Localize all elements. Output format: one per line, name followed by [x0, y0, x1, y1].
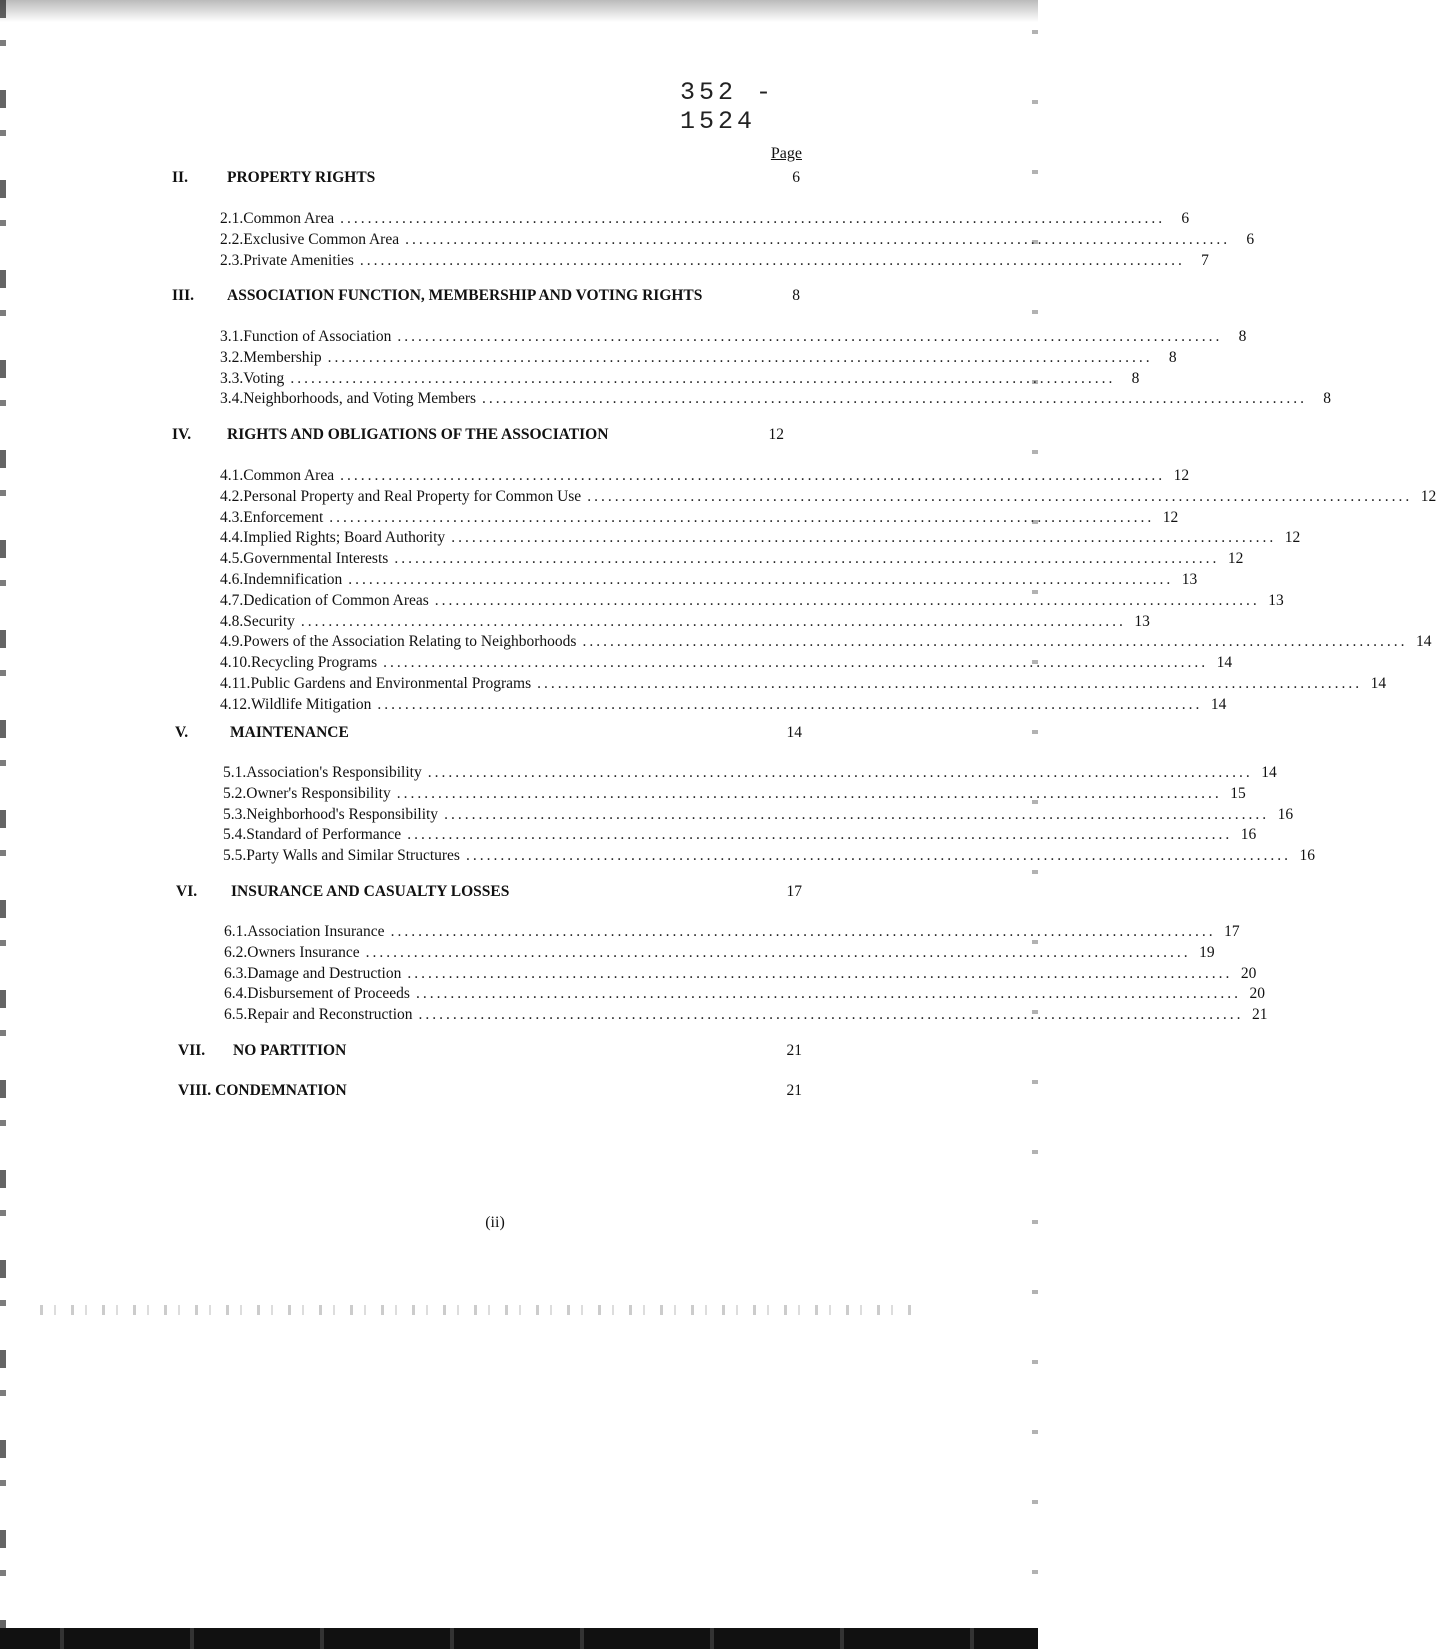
toc-dot-leader: ........................................................................................................................: [377, 695, 1203, 713]
toc-section-title: ASSOCIATION FUNCTION, MEMBERSHIP AND VOTING RIGHTS: [227, 287, 703, 304]
toc-item-page: 12: [1420, 487, 1436, 505]
toc-item-number: 2.1.: [220, 210, 244, 227]
toc-dot-leader: ........................................................................................................................: [415, 985, 1241, 1003]
toc-item-title: Owner's Responsibility: [246, 784, 391, 802]
toc-item-number: 4.7.: [220, 591, 244, 609]
toc-item-number: 4.11.: [220, 675, 251, 692]
toc-item-row: [224, 1005, 1268, 1025]
toc-item-page: 8: [1131, 369, 1140, 387]
toc-dot-leader: ........................................................................................................................: [582, 633, 1408, 651]
toc-item-page: 8: [1168, 348, 1177, 366]
toc-dot-leader: ........................................................................................................................: [407, 826, 1233, 844]
toc-item-row: [220, 632, 1432, 652]
toc-item-title: Enforcement: [243, 508, 324, 526]
toc-item-page: 6: [1246, 230, 1255, 248]
toc-item-number: 4.6.: [220, 571, 244, 588]
toc-section-page: 21: [786, 1082, 802, 1099]
toc-item-page: 12: [1173, 467, 1190, 484]
toc-item-title: Function of Association: [243, 328, 392, 345]
toc-item-title: Party Walls and Similar Structures: [246, 847, 460, 865]
toc-dot-leader: ........................................................................................................................: [396, 784, 1222, 802]
toc-item-row: [220, 348, 1177, 368]
toc-item-title: Exclusive Common Area: [243, 230, 400, 248]
toc-item-title: Powers of the Association Relating to Neighborhoods: [243, 633, 577, 651]
toc-item-title: Neighborhoods, and Voting Members: [243, 390, 477, 408]
toc-item-number: 6.1.: [224, 923, 248, 940]
toc-item-number: 6.5.: [224, 1006, 248, 1024]
toc-item-title: Repair and Reconstruction: [247, 1006, 413, 1024]
toc-dot-leader: ........................................................................................................................: [348, 571, 1174, 588]
toc-item-number: 4.5.: [220, 550, 244, 568]
toc-section-number: IV.: [172, 426, 192, 443]
toc-item-row: [224, 984, 1265, 1004]
toc-item-page: 15: [1230, 784, 1246, 802]
toc-section-number: VII.: [178, 1042, 206, 1059]
toc-item-title: Association's Responsibility: [246, 764, 422, 781]
toc-item-row: [224, 922, 1240, 942]
toc-section-page: 17: [786, 883, 802, 900]
toc-item-row: [223, 784, 1246, 804]
toc-item-number: 6.2.: [224, 943, 248, 961]
toc-item-title: Governmental Interests: [243, 550, 389, 568]
toc-item-page: 21: [1252, 1006, 1268, 1024]
toc-section-row: [178, 1041, 802, 1061]
toc-dot-leader: ........................................................................................................................: [405, 230, 1231, 248]
footer-page-number: (ii): [485, 1214, 505, 1231]
toc-section-title: NO PARTITION: [233, 1042, 347, 1059]
toc-item-title: Standard of Performance: [246, 826, 402, 844]
toc-dot-leader: ........................................................................................................................: [427, 764, 1253, 781]
toc-dot-leader: ........................................................................................................................: [329, 508, 1155, 526]
toc-item-row: [220, 369, 1140, 389]
toc-item-page: 16: [1240, 826, 1257, 844]
toc-item-title: Implied Rights; Board Authority: [243, 529, 446, 547]
toc-item-page: 14: [1210, 695, 1227, 713]
toc-item-number: 4.12.: [220, 695, 251, 713]
toc-item-row: [220, 230, 1255, 250]
toc-section-row: [172, 425, 802, 445]
toc-item-row: [220, 389, 1332, 409]
toc-section-title: CONDEMNATION: [215, 1082, 347, 1099]
toc-item-page: 6: [1181, 210, 1190, 227]
toc-item-title: Public Gardens and Environmental Programs: [250, 675, 532, 692]
toc-item-row: [220, 695, 1227, 715]
toc-item-number: 4.10.: [220, 654, 251, 672]
toc-dot-leader: ........................................................................................................................: [383, 654, 1209, 672]
toc-item-page: 8: [1323, 390, 1332, 408]
toc-item-number: 5.3.: [223, 805, 247, 823]
toc-item-number: 2.2.: [220, 230, 244, 248]
toc-item-title: Security: [243, 612, 295, 630]
toc-item-page: 13: [1181, 571, 1198, 588]
toc-section-row: [176, 882, 802, 902]
toc-dot-leader: ........................................................................................................................: [390, 923, 1216, 940]
toc-item-title: Neighborhood's Responsibility: [246, 805, 439, 823]
toc-item-title: Indemnification: [243, 571, 343, 588]
toc-section-number: VI.: [176, 883, 198, 900]
toc-item-title: Personal Property and Real Property for Common Use: [243, 487, 582, 505]
toc-section-number: VIII.: [178, 1082, 212, 1099]
toc-item-title: Recycling Programs: [251, 654, 378, 672]
toc-item-number: 5.4.: [223, 826, 247, 844]
toc-item-number: 4.4.: [220, 529, 244, 547]
toc-dot-leader: ........................................................................................................................: [365, 943, 1191, 961]
toc-item-row: [220, 209, 1190, 229]
toc-dot-leader: ........................................................................................................................: [482, 390, 1308, 408]
toc-section-page: 6: [792, 169, 800, 186]
toc-item-row: [220, 674, 1387, 694]
toc-item-row: [224, 964, 1257, 984]
toc-dot-leader: ........................................................................................................................: [418, 1006, 1244, 1024]
toc-item-number: 3.4.: [220, 390, 244, 408]
toc-item-row: [220, 653, 1233, 673]
toc-item-number: 6.3.: [224, 964, 248, 982]
toc-item-row: [220, 570, 1198, 590]
toc-item-number: 3.1.: [220, 328, 244, 345]
toc-dot-leader: ........................................................................................................................: [394, 550, 1220, 568]
toc-item-title: Damage and Destruction: [247, 964, 402, 982]
toc-section-row: [172, 286, 800, 306]
toc-section-row: [178, 1081, 802, 1101]
toc-item-row: [223, 846, 1315, 866]
toc-item-number: 5.5.: [223, 847, 247, 865]
toc-dot-leader: ........................................................................................................................: [397, 328, 1223, 345]
toc-item-row: [220, 612, 1150, 632]
toc-item-number: 4.8.: [220, 612, 244, 630]
toc-dot-leader: ........................................................................................................................: [340, 467, 1166, 484]
toc-section-title: MAINTENANCE: [230, 724, 349, 741]
toc-dot-leader: ........................................................................................................................: [290, 369, 1116, 387]
toc-section-title: INSURANCE AND CASUALTY LOSSES: [231, 883, 510, 900]
toc-item-title: Private Amenities: [243, 251, 354, 269]
toc-item-row: [220, 487, 1436, 507]
toc-dot-leader: ........................................................................................................................: [587, 487, 1413, 505]
toc-item-page: 7: [1201, 251, 1209, 269]
toc-item-title: Association Insurance: [247, 923, 385, 940]
toc-item-title: Disbursement of Proceeds: [247, 985, 410, 1003]
toc-dot-leader: ........................................................................................................................: [407, 964, 1233, 982]
toc-dot-leader: ........................................................................................................................: [465, 847, 1291, 865]
toc-section-number: II.: [172, 169, 188, 186]
toc-item-row: [220, 327, 1247, 347]
toc-item-number: 4.1.: [220, 467, 244, 484]
document-number: 352 - 1524: [680, 78, 776, 136]
toc-item-number: 3.3.: [220, 369, 244, 387]
toc-item-row: [220, 251, 1209, 271]
toc-dot-leader: ........................................................................................................................: [444, 805, 1270, 823]
toc-item-page: 16: [1299, 847, 1315, 865]
toc-dot-leader: ........................................................................................................................: [451, 529, 1277, 547]
toc-section-page: 12: [768, 426, 784, 443]
toc-item-row: [223, 763, 1277, 783]
toc-item-title: Owners Insurance: [247, 943, 360, 961]
toc-item-number: 4.9.: [220, 633, 244, 651]
toc-item-page: 14: [1216, 654, 1233, 672]
toc-item-title: Common Area: [243, 467, 335, 484]
toc-item-row: [220, 549, 1244, 569]
toc-item-title: Dedication of Common Areas: [243, 591, 429, 609]
toc-section-number: V.: [175, 724, 189, 741]
toc-item-page: 12: [1227, 550, 1244, 568]
toc-item-page: 13: [1268, 591, 1284, 609]
toc-item-page: 20: [1249, 985, 1265, 1003]
toc-item-page: 12: [1284, 529, 1301, 547]
toc-item-row: [223, 805, 1294, 825]
toc-item-page: 17: [1224, 923, 1240, 940]
toc-item-row: [220, 591, 1284, 611]
toc-section-title: RIGHTS AND OBLIGATIONS OF THE ASSOCIATION: [227, 426, 609, 443]
toc-section-row: [172, 168, 800, 188]
toc-section-page: 8: [792, 287, 800, 304]
toc-item-row: [224, 943, 1215, 963]
toc-item-page: 13: [1134, 612, 1150, 630]
toc-item-page: 14: [1415, 633, 1432, 651]
page-column-header: Page: [770, 145, 802, 162]
toc-item-number: 6.4.: [224, 985, 248, 1003]
toc-item-page: 20: [1240, 964, 1257, 982]
toc-section-title: PROPERTY RIGHTS: [227, 169, 376, 186]
toc-item-number: 5.1.: [223, 764, 247, 781]
toc-item-number: 4.3.: [220, 508, 244, 526]
toc-item-number: 2.3.: [220, 251, 244, 269]
toc-dot-leader: ........................................................................................................................: [300, 612, 1126, 630]
toc-dot-leader: ........................................................................................................................: [434, 591, 1260, 609]
toc-dot-leader: ........................................................................................................................: [340, 210, 1166, 227]
toc-item-page: 14: [1261, 764, 1277, 781]
toc-item-row: [220, 508, 1179, 528]
toc-item-title: Wildlife Mitigation: [251, 695, 372, 713]
toc-item-row: [220, 528, 1301, 548]
toc-item-number: 3.2.: [220, 348, 244, 366]
toc-item-row: [220, 466, 1190, 486]
toc-item-page: 14: [1370, 675, 1387, 692]
toc-item-page: 19: [1199, 943, 1215, 961]
toc-dot-leader: ........................................................................................................................: [327, 348, 1153, 366]
toc-section-page: 21: [786, 1042, 802, 1059]
toc-item-page: 12: [1162, 508, 1179, 526]
toc-item-title: Common Area: [243, 210, 335, 227]
toc-item-number: 5.2.: [223, 784, 247, 802]
toc-dot-leader: ........................................................................................................................: [537, 675, 1363, 692]
toc-item-page: 8: [1238, 328, 1247, 345]
toc-item-number: 4.2.: [220, 487, 244, 505]
toc-item-title: Voting: [243, 369, 285, 387]
toc-item-row: [223, 825, 1257, 845]
toc-section-number: III.: [172, 287, 194, 304]
toc-item-page: 16: [1277, 805, 1294, 823]
toc-item-title: Membership: [243, 348, 322, 366]
toc-section-row: [175, 723, 802, 743]
toc-section-page: 14: [786, 724, 802, 741]
toc-dot-leader: ........................................................................................................................: [359, 251, 1185, 269]
